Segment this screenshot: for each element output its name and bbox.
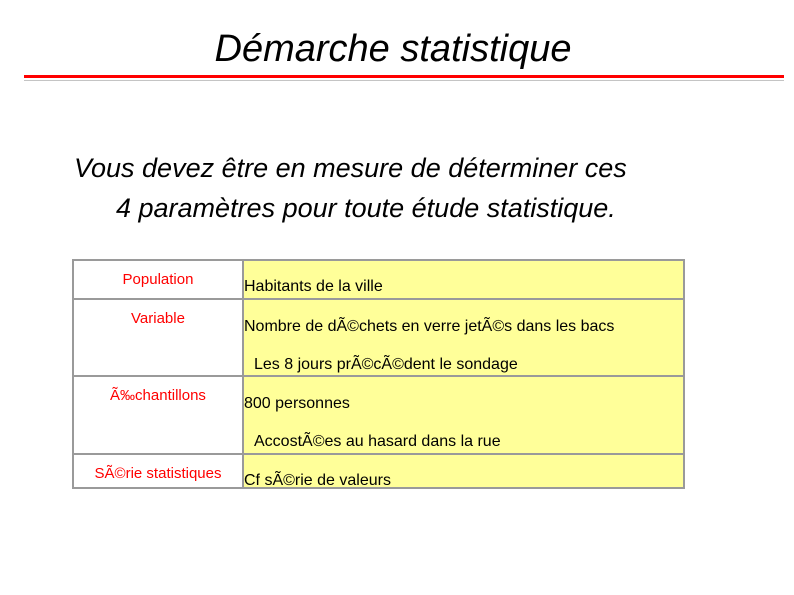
row-value-line: AccostÃ©es au hasard dans la rue: [254, 433, 501, 450]
row-value: [244, 261, 683, 298]
row-value-line: 800 personnes: [244, 395, 350, 412]
row-value-line: Cf sÃ©rie de valeurs: [244, 472, 391, 489]
table-row: [74, 377, 683, 455]
slide-title: Démarche statistique: [214, 28, 572, 70]
table-row: [74, 261, 683, 300]
title-underline-shadow: [24, 80, 784, 81]
row-value: [244, 455, 683, 487]
row-value-line: Nombre de dÃ©chets en verre jetÃ©s dans les bacs: [244, 318, 615, 335]
row-value-line: Les 8 jours prÃ©cÃ©dent le sondage: [254, 356, 518, 373]
parameters-table: [72, 259, 685, 489]
row-value: [244, 377, 683, 453]
row-value: [244, 300, 683, 375]
title-underline: [24, 75, 784, 78]
row-label: Population: [74, 261, 244, 298]
table-row: [74, 455, 683, 487]
intro-line-2: 4 paramètres pour toute étude statistique.: [116, 193, 616, 223]
intro-text: [74, 148, 774, 228]
row-label: Variable: [74, 300, 244, 375]
intro-line-1: Vous devez être en mesure de déterminer ces: [74, 153, 627, 183]
table-row: [74, 300, 683, 377]
row-label: SÃ©rie statistiques: [74, 455, 244, 487]
row-value-line: Habitants de la ville: [244, 278, 383, 295]
row-label: Ã‰chantillons: [74, 377, 244, 453]
